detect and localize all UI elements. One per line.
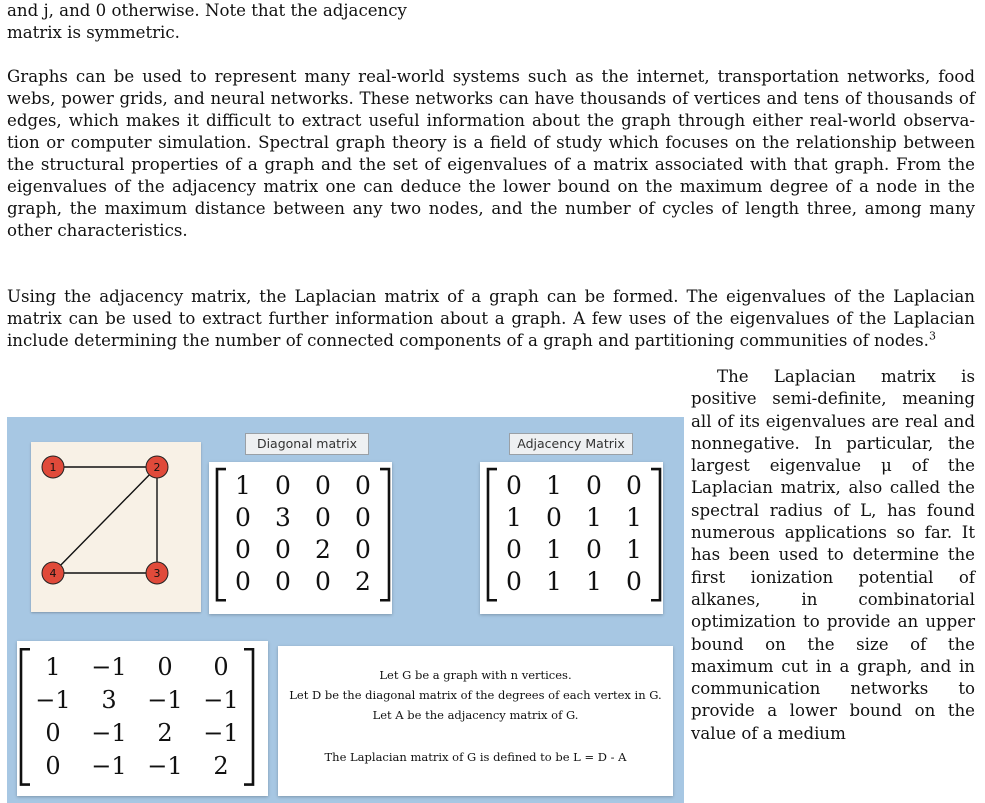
diagonal-matrix-cell: 0 [315, 503, 331, 532]
adjacency-matrix-cell: 1 [546, 567, 562, 596]
definition-line-2: Let D be the diagonal matrix of the degrees of each vertex in G. [289, 688, 662, 702]
diagonal-matrix-cell: 0 [275, 471, 291, 500]
definition-line-1: Let G be a graph with n vertices. [379, 668, 572, 682]
definition-line-3: Let A be the adjacency matrix of G. [372, 708, 579, 722]
laplacian-figure [7, 417, 684, 803]
adjacency-matrix-cell: 1 [626, 535, 642, 564]
paragraph-1 [7, 0, 975, 44]
adjacency-matrix-card [480, 462, 663, 614]
laplacian-matrix-cell: 2 [213, 752, 229, 780]
diagonal-matrix [209, 462, 392, 614]
adjacency-matrix-right-bracket [651, 469, 660, 600]
adjacency-matrix-cell: 0 [506, 471, 522, 500]
laplacian-matrix-cell: −1 [203, 686, 239, 714]
adjacency-matrix-cell: 0 [506, 535, 522, 564]
laplacian-matrix-cell: −1 [91, 752, 127, 780]
paragraph-1-line-1: and j, and 0 otherwise. Note that the adjacency [7, 1, 407, 20]
laplacian-matrix-card [17, 641, 268, 796]
laplacian-matrix-cell: 0 [45, 752, 61, 780]
adjacency-matrix-cell: 0 [626, 567, 642, 596]
adjacency-matrix-cell: 0 [546, 503, 562, 532]
adjacency-matrix-cell: 1 [586, 503, 602, 532]
laplacian-matrix-cell: −1 [91, 653, 127, 681]
graph-node-label-4: 4 [49, 567, 57, 580]
laplacian-matrix [17, 641, 268, 796]
laplacian-matrix-cell: 2 [157, 719, 173, 747]
diagonal-matrix-cell: 0 [275, 535, 291, 564]
laplacian-matrix-right-bracket [244, 649, 253, 784]
edge-2-4 [53, 467, 157, 573]
adjacency-matrix-cell: 0 [506, 567, 522, 596]
adjacency-matrix-cell: 1 [506, 503, 522, 532]
laplacian-matrix-left-bracket [21, 649, 30, 784]
diagonal-matrix-cell: 0 [315, 471, 331, 500]
graph-node-label-3: 3 [153, 567, 161, 580]
paragraph-1-line-2: matrix is symmetric. [7, 23, 180, 42]
diagonal-matrix-label: Diagonal matrix [245, 433, 369, 455]
definition-box [278, 646, 673, 796]
laplacian-matrix-cell: −1 [147, 686, 183, 714]
diagonal-matrix-cell: 0 [275, 567, 291, 596]
adjacency-matrix-cell: 1 [546, 471, 562, 500]
graph-node-label-1: 1 [49, 461, 57, 474]
diagonal-matrix-card [209, 462, 392, 614]
graph-svg [31, 442, 201, 612]
diagonal-matrix-cell: 0 [355, 535, 371, 564]
definition-line-4: The Laplacian matrix of G is defined to be L = D - A [324, 750, 627, 764]
laplacian-matrix-cell: 0 [45, 719, 61, 747]
laplacian-matrix-cell: −1 [35, 686, 71, 714]
paragraph-3-text: Using the adjacency matrix, the Laplacian matrix of a graph can be formed. The eigenvalues of the Laplacian matrix can be used to extract further information about a graph. A few uses of the eigenvalues of the Laplacian include determining the number of connected components of a graph and partitioning communities of nodes. [7, 287, 975, 350]
diagonal-matrix-right-bracket [380, 469, 389, 600]
laplacian-matrix-cell: 1 [45, 653, 61, 681]
diagonal-matrix-cell: 0 [235, 535, 251, 564]
diagonal-matrix-cell: 0 [235, 503, 251, 532]
laplacian-matrix-cell: −1 [147, 752, 183, 780]
side-paragraph: The Laplacian matrix is positive semi-definite, meaning all of its eigenvalues are real and nonnegative. In particular, the largest eigenvalue μ of the Laplacian matrix, also called the spectral radius of L, has found numerous applications so far. It has been used to determine the first ionization potential of alkanes, in combinatorial optimization to provide an upper bound on the size of the maximum cut in a graph, and in communication networks to provide a lower bound on the value of a medium [691, 367, 975, 743]
paragraph-2: Graphs can be used to represent many real-world systems such as the internet, transportation networks, food webs, power grids, and neural networks. These networks can have thousands of vertices and tens of thousands of edges, which makes it difficult to extract useful information about the graph through either real-world observation or computer simulation. Spectral graph theory is a field of study which focuses on the relationship between the structural properties of a graph and the set of eigenvalues of a matrix associated with that graph. From the eigenvalues of the adjacency matrix one can deduce the lower bound on the maximum degree of a node in the graph, the maximum distance between any two nodes, and the number of cycles of length three, among many other characteristics. [7, 67, 975, 240]
adjacency-matrix [480, 462, 663, 614]
adjacency-matrix-cell: 0 [626, 471, 642, 500]
graph-node-label-2: 2 [153, 461, 161, 474]
diagonal-matrix-cell: 2 [355, 567, 371, 596]
diagonal-matrix-cell: 1 [235, 471, 251, 500]
laplacian-matrix-cell: 3 [101, 686, 117, 714]
adjacency-matrix-cell: 1 [626, 503, 642, 532]
adjacency-matrix-left-bracket [488, 469, 497, 600]
adjacency-matrix-cell: 0 [586, 471, 602, 500]
footnote-marker: 3 [928, 329, 936, 343]
adjacency-matrix-cell: 1 [546, 535, 562, 564]
diagonal-matrix-cell: 0 [315, 567, 331, 596]
diagonal-matrix-cell: 2 [315, 535, 331, 564]
adjacency-matrix-cell: 0 [586, 535, 602, 564]
diagonal-matrix-cell: 0 [355, 503, 371, 532]
laplacian-matrix-cell: 0 [213, 653, 229, 681]
paragraph-3 [7, 286, 975, 352]
laplacian-matrix-cell: −1 [91, 719, 127, 747]
graph-illustration [31, 442, 201, 612]
adjacency-matrix-cell: 1 [586, 567, 602, 596]
diagonal-matrix-cell: 0 [235, 567, 251, 596]
diagonal-matrix-cell: 0 [355, 471, 371, 500]
laplacian-matrix-cell: 0 [157, 653, 173, 681]
diagonal-matrix-left-bracket [217, 469, 226, 600]
adjacency-matrix-label: Adjacency Matrix [509, 433, 633, 455]
laplacian-matrix-cell: −1 [203, 719, 239, 747]
diagonal-matrix-cell: 3 [275, 503, 291, 532]
